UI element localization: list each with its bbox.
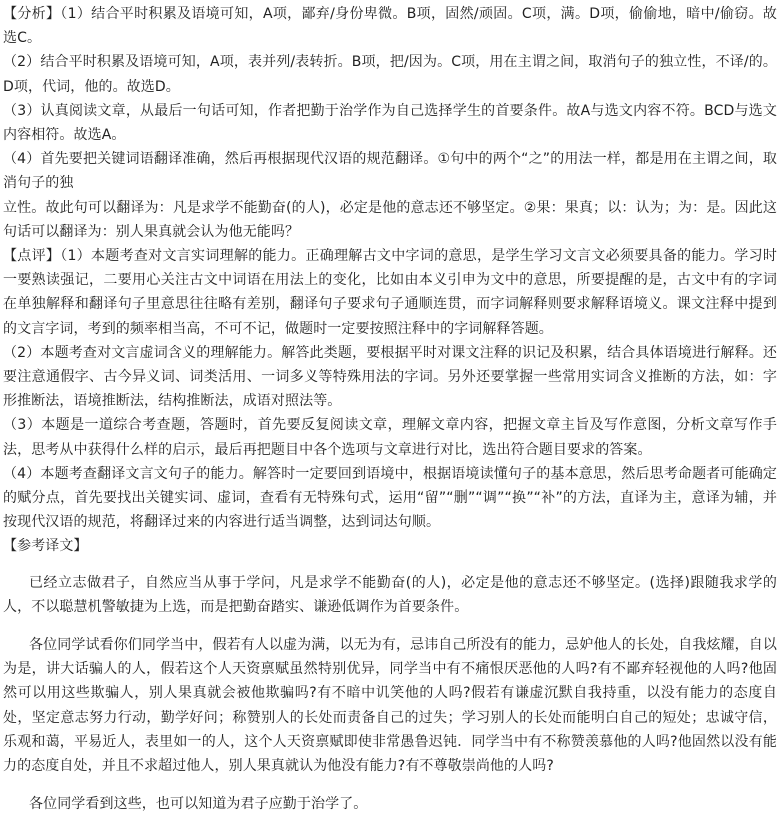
- comment-item-2: （2）本题考查对文言虚词含义的理解能力。解答此类题，要根据平时对课文注释的识记及积累，结合具体语境进行解释。还要注意通假字、古今异义词、词类活用、一词多义等特殊用法的字词。另外还要掌握一些常用实词含义推断的方法，如：字形推断法，语境推断法，结构推断法，成语对照法等。: [3, 344, 777, 410]
- translation-label: 【参考译文】: [3, 538, 88, 555]
- analysis-label: 【分析】: [3, 6, 61, 22]
- comment-label: 【点评】: [3, 248, 61, 265]
- comment-text-1: （1）本题考查对文言实词理解的能力。正确理解古文中字词的意思，是学生学习文言文必须要具备的能力。学习时一要熟读强记，二要用心关注古文中词语在用法上的变化，比如由本义引申为文中的意思，所要提醒的是，古文中有的字词在单独解释和翻译句子里意思往往略有差别，翻译句子要求句子通顺连贯，而字词解释则要求解释语境义。课文注释中提到的文言字词，考到的频率相当高，不可不记，做题时一定要按照注释中的字词解释答题。: [3, 248, 777, 337]
- comment-item-3: （3）本题是一道综合考查题，答题时，首先要反复阅读文章，理解文章内容，把握文章主旨及写作意图，分析文章写作手法，思考从中获得什么样的启示，最后再把题目中各个选项与文章进行对比，选出符合题目要求的答案。: [3, 417, 777, 458]
- translation-paragraph-3: 各位同学看到这些，也可以知道为君子应勤于治学了。: [29, 796, 368, 813]
- translation-paragraph-1: 已经立志做君子，自然应当从事于学问，凡是求学不能勤奋(的人)，必定是他的意志还不够坚定。(选择)跟随我求学的人，不以聪慧机警敏捷为上选，而是把勤奋踏实、谦逊低调作为首要条件。: [3, 574, 777, 615]
- analysis-item-4a: （4）首先要把关键词语翻译准确，然后再根据现代汉语的规范翻译。①句中的两个“之”的用法一样，都是用在主谓之间，取消句子的独: [3, 151, 777, 192]
- spacer: [3, 619, 777, 633]
- comment-item-4: （4）本题考查翻译文言文句子的能力。解答时一定要回到语境中，根据语境读懂句子的基本意思，然后思考命题者可能确定的赋分点，首先要找出关键实词、虚词，查看有无特殊句式，运用“留”“删”“调”“换”“补”的方法，直译为主，意译为辅，并按现代汉语的规范，将翻译过来的内容进行适当调整，达到词达句顺。: [3, 465, 777, 531]
- spacer: [3, 559, 777, 571]
- analysis-item-4b: 立性。故此句可以翻译为：凡是求学不能勤奋(的人)，必定是他的意志还不够坚定。②果：果真；以：认为；为：是。因此这句话可以翻译为：别人果真就会认为他无能吗？: [3, 199, 777, 240]
- analysis-text-1: （1）结合平时积累及语境可知，A项，鄙弃/身份卑微。B项，固然/顽固。C项，满。D项，偷偷地，暗中/偷窃。故选C。: [3, 6, 777, 47]
- analysis-item-2: （2）结合平时积累及语境可知，A项，表并列/表转折。B项，把/因为。C项，用在主谓之间，取消句子的独立性，不译/的。D项，代词，他的。故选D。: [3, 54, 777, 95]
- document-body: [3, 2, 777, 817]
- analysis-item-3: （3）认真阅读文章，从最后一句话可知，作者把勤于治学作为自己选择学生的首要条件。故A与选文内容不符。BCD与选文内容相符。故选A。: [3, 102, 777, 144]
- analysis-item-1: [3, 2, 777, 50]
- translation-paragraph-2: 各位同学试看你们同学当中，假若有人以虚为满，以无为有，忌讳自己所没有的能力，忌妒他人的长处，自我炫耀，自以为是，讲大话骗人的人，假若这个人天资禀赋虽然特别优异，同学当中有不痛恨厌恶他的人吗?有不鄙弃轻视他的人吗?他固然可以用这些欺骗人，别人果真就会被他欺骗吗?有不暗中讥笑他的人吗?假若有谦虚沉默自我持重，以没有能力的态度自处，坚定意志努力行动，勤学好问；称赞别人的长处而责备自己的过失；学习别人的长处而能明白自己的短处；忠诚守信，乐观和蔼，平易近人，表里如一的人，这个人天资禀赋即使非常愚鲁迟钝．同学当中有不称赞羡慕他的人吗?他固然以没有能力的态度自处，并且不求超过他人，别人果真就认为他没有能力?有不尊敬崇尚他的人吗?: [3, 637, 777, 775]
- spacer: [3, 778, 777, 792]
- comment-item-1: [3, 244, 777, 341]
